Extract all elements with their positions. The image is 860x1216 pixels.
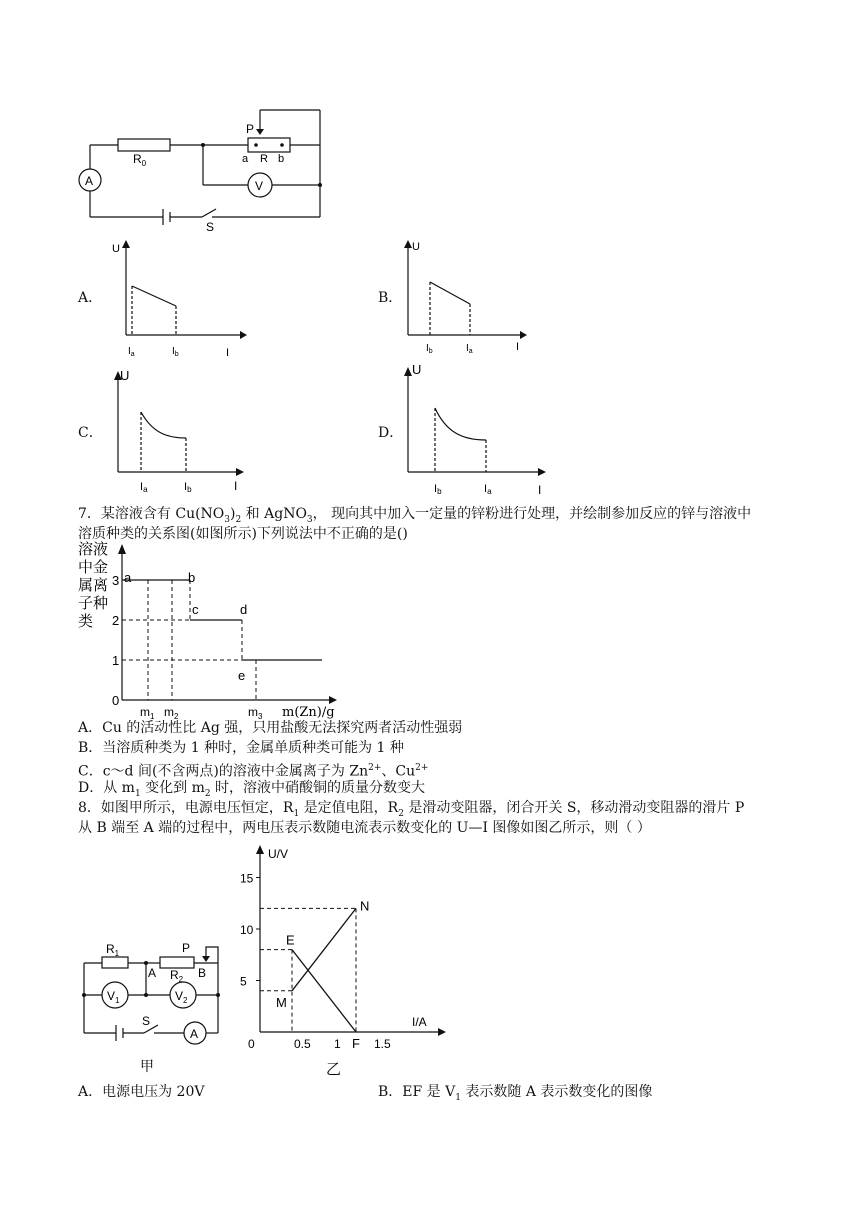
tick-ib: $I_b$ bbox=[426, 343, 433, 355]
caption-jia: 甲 bbox=[140, 1059, 154, 1075]
q8-circuit-diagram bbox=[78, 935, 248, 1075]
tick-ia: Ia bbox=[140, 481, 148, 494]
u-axis-label: U bbox=[120, 368, 130, 383]
circuit-diagram-q6 bbox=[70, 105, 340, 235]
i-axis-label: I bbox=[516, 341, 520, 353]
y-label-line: 中金 bbox=[78, 558, 109, 576]
y-tick-label: 10 bbox=[240, 923, 254, 937]
voltmeter-label: V bbox=[255, 179, 264, 193]
i-axis-label: I bbox=[538, 483, 542, 497]
i-axis-label: I/A bbox=[412, 1015, 427, 1029]
point-label-c: c bbox=[192, 602, 199, 617]
q8-stem-line1: 8．如图甲所示，电源电压恒定，$R_1$ 是定值电阻，$R_2$ 是滑动变阻器，闭合开关 S，移动滑动变阻器的滑片 P bbox=[78, 800, 745, 819]
i-axis-label: I bbox=[226, 347, 230, 359]
option-d-letter: D． bbox=[378, 425, 404, 441]
p-label: P bbox=[246, 122, 255, 136]
point-label-b: b bbox=[188, 570, 196, 585]
tick-ib: $I_b$ bbox=[172, 346, 179, 358]
q8-ui-graph bbox=[232, 842, 452, 1082]
a-end-label: A bbox=[148, 966, 157, 980]
v2-label: $V_2$ bbox=[175, 989, 188, 1005]
q8-option-b: B．EF 是 $V_1$ 表示数随 A 表示数变化的图像 bbox=[378, 1084, 653, 1103]
x-tick-label: 0 bbox=[248, 1037, 255, 1051]
x-tick-label: 1 bbox=[334, 1037, 341, 1051]
switch-label: S bbox=[142, 1014, 151, 1028]
q7-option-c: C．c～d 间(不含两点)的溶液中金属离子为 $Zn^{2+}$、$Cu^{2+}$ bbox=[78, 763, 429, 780]
x-tick-label: 0.5 bbox=[294, 1037, 311, 1051]
r0-label: $R_0$ bbox=[133, 152, 147, 168]
caption-yi: 乙 bbox=[326, 1060, 342, 1078]
y-tick-label: 2 bbox=[112, 613, 120, 628]
tick-ia: $I_a$ bbox=[466, 343, 473, 355]
switch-label: S bbox=[206, 220, 215, 234]
point-label-E: E bbox=[286, 932, 295, 948]
y-label-line: 属离 bbox=[78, 576, 109, 594]
y-tick-label: 1 bbox=[112, 653, 120, 668]
y-tick-label: 0 bbox=[112, 693, 120, 708]
x-tick-label: 1.5 bbox=[374, 1037, 391, 1051]
tick-ia: $I_a$ bbox=[128, 346, 135, 358]
option-c-letter: C． bbox=[78, 425, 103, 441]
graph-option-c bbox=[104, 366, 254, 496]
y-tick-label: 5 bbox=[240, 974, 247, 989]
y-label-line: 溶液 bbox=[78, 540, 109, 558]
option-a-letter: A． bbox=[78, 290, 103, 306]
ammeter-label: A bbox=[190, 1027, 199, 1041]
line-mn bbox=[292, 908, 356, 990]
q8-stem-line2: 从 B 端至 A 端的过程中，两电压表示数随电流表示数变化的 U—I 图像如图乙所示，则（ ） bbox=[78, 820, 651, 836]
y-label-line: 类 bbox=[78, 612, 94, 630]
u-axis-label: U/V bbox=[268, 847, 289, 861]
point-label-a: a bbox=[124, 570, 132, 585]
v1-label: $V_1$ bbox=[107, 989, 120, 1005]
r1-label: $R_1$ bbox=[106, 942, 120, 958]
r-label: R bbox=[260, 153, 268, 165]
ammeter-label: A bbox=[85, 174, 94, 188]
q7-stem-line2: 溶质种类的关系图(如图所示)下列说法中不正确的是() bbox=[78, 526, 408, 542]
tick-ib: Ib bbox=[184, 481, 192, 494]
q8-option-a: A．电源电压为 20V bbox=[78, 1084, 205, 1100]
q7-option-b: B．当溶质种类为 1 种时，金属单质种类可能为 1 种 bbox=[78, 740, 404, 756]
tick-ib: Ib bbox=[434, 483, 442, 496]
point-label-F: F bbox=[352, 1036, 360, 1051]
y-label-line: 子种 bbox=[78, 594, 109, 612]
r2-label: $R_2$ bbox=[170, 968, 184, 984]
graph-option-a bbox=[100, 238, 250, 363]
u-axis-label: U bbox=[412, 362, 422, 377]
line-ef bbox=[292, 950, 356, 1032]
u-axis-label: U bbox=[112, 243, 120, 255]
graph-option-b bbox=[396, 238, 536, 363]
a-label: a bbox=[242, 153, 249, 165]
q7-option-d: D．从 $m_1$ 变化到 $m_2$ 时，溶液中硝酸铜的质量分数变大 bbox=[78, 780, 426, 799]
option-b-letter: B． bbox=[378, 290, 403, 306]
i-axis-label: I bbox=[234, 479, 238, 493]
point-label-N: N bbox=[360, 898, 370, 914]
q7-stem-line1: 7．某溶液含有 $Cu(NO_3)_2$ 和 AgNO$_3$， 现向其中加入一定量的锌粉进行处理，并绘制参加反应的锌与溶液中 bbox=[78, 506, 752, 525]
point-label-d: d bbox=[240, 602, 248, 617]
y-tick-label: 3 bbox=[112, 573, 120, 588]
x-axis-label: m(Zn)/g bbox=[282, 705, 335, 720]
point-label-e: e bbox=[238, 668, 246, 683]
q7-chart bbox=[74, 540, 344, 720]
b-end-label: B bbox=[198, 966, 207, 980]
x-tick-label: $m_1$ bbox=[140, 705, 155, 720]
q7-option-a: A．Cu 的活动性比 Ag 强，只用盐酸无法探究两者活动性强弱 bbox=[78, 720, 463, 736]
point-label-M: M bbox=[276, 994, 287, 1010]
p-label: P bbox=[182, 941, 191, 955]
x-tick-label: $m_2$ bbox=[164, 705, 179, 720]
u-axis-label: U bbox=[412, 241, 420, 253]
y-tick-label: 15 bbox=[240, 871, 254, 886]
tick-ia: Ia bbox=[484, 483, 492, 496]
graph-option-d bbox=[396, 362, 556, 500]
x-tick-label: $m_3$ bbox=[248, 705, 263, 720]
b-label: b bbox=[278, 153, 285, 165]
